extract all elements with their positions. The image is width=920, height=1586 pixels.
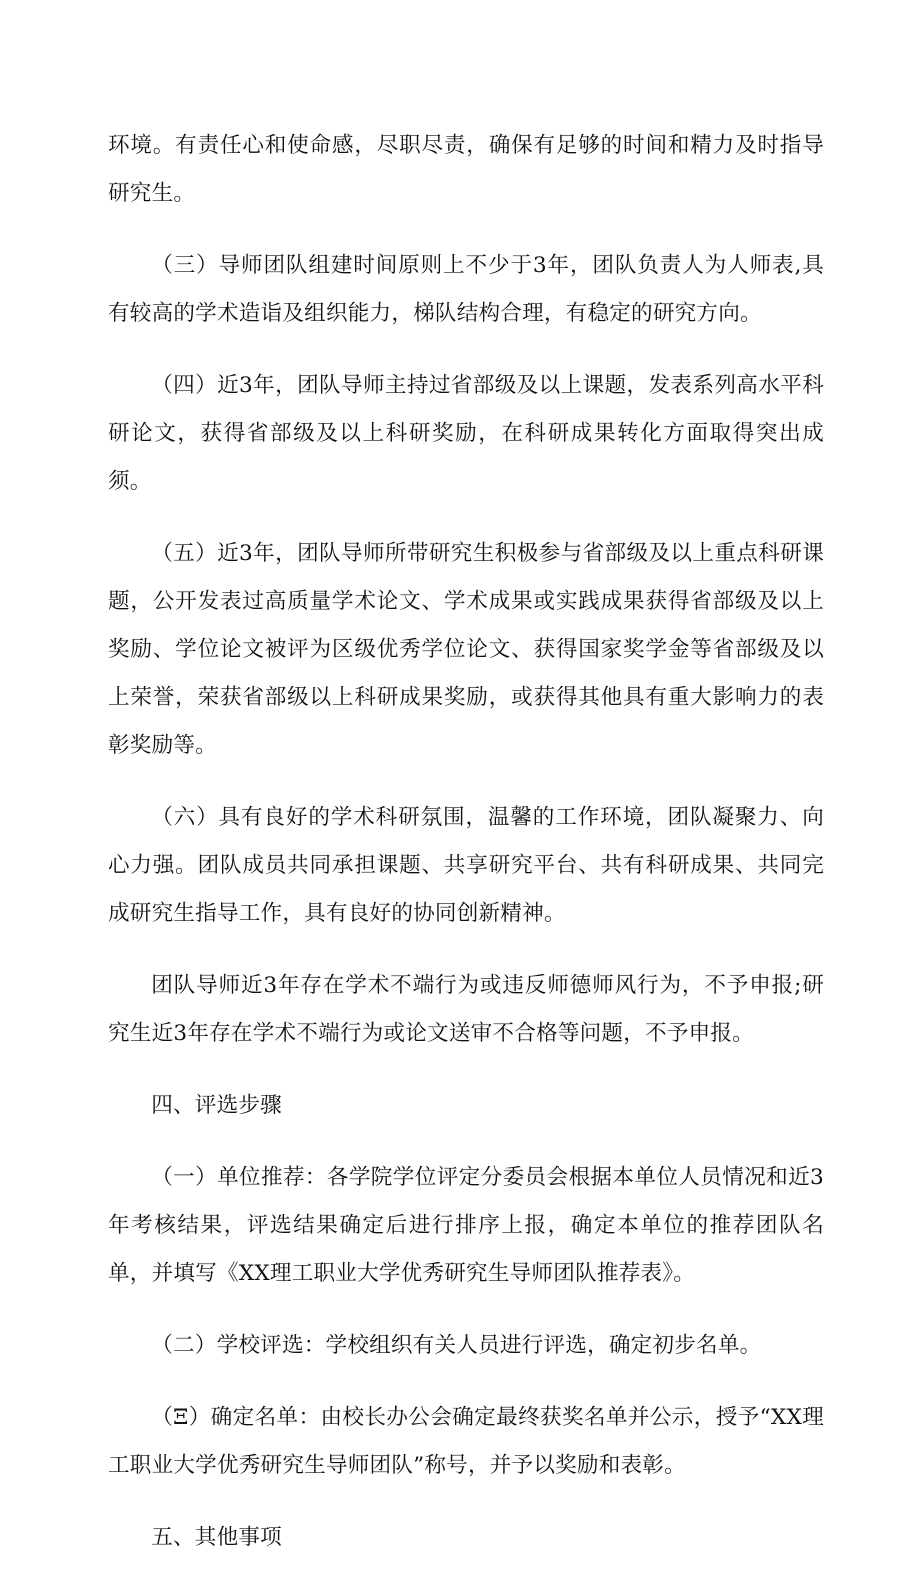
section-heading-selection-steps: 四、评选步骤 [151, 1093, 282, 1118]
paragraph-step-2: （二）学校评选：学校组织有关人员进行评选，确定初步名单。 [151, 1333, 762, 1358]
paragraph-step-1: （一）单位推荐：各学院学位评定分委员会根据本单位人员情况和近3年考核结果，评选结果确定后进行排序上报，确定本单位的推荐团队名单，并填写《XX理工职业大学优秀研究生导师团队推荐表》。 [108, 1165, 824, 1286]
paragraph-exclusion-note: 团队导师近3年存在学术不端行为或违反师德师风行为，不予申报;研究生近3年存在学术不端行为或论文送审不合格等问题，不予申报。 [108, 973, 824, 1046]
paragraph-item-5: （五）近3年，团队导师所带研究生积极参与省部级及以上重点科研课题，公开发表过高质量学术论文、学术成果或实践成果获得省部级及以上奖励、学位论文被评为区级优秀学位论文、获得国家奖学金等省部级及以上荣誉，荣获省部级以上科研成果奖励，或获得其他具有重大影响力的表彰奖励等。 [108, 541, 824, 758]
paragraph-step-3: （Ξ）确定名单：由校长办公会确定最终获奖名单并公示，授予“XX理工职业大学优秀研究生导师团队”称号，并予以奖励和表彰。 [108, 1405, 824, 1478]
document-body [108, 122, 824, 1586]
paragraph-item-3: （三）导师团队组建时间原则上不少于3年，团队负责人为人师表,具有较高的学术造诣及组织能力，梯队结构合理，有稳定的研究方向。 [108, 253, 824, 326]
section-heading-other-matters: 五、其他事项 [151, 1525, 282, 1550]
paragraph-intro-continuation: 环境。有责任心和使命感，尽职尽责，确保有足够的时间和精力及时指导研究生。 [108, 133, 824, 206]
paragraph-item-6: （六）具有良好的学术科研氛围，温馨的工作环境，团队凝聚力、向心力强。团队成员共同承担课题、共享研究平台、共有科研成果、共同完成研究生指导工作，具有良好的协同创新精神。 [108, 805, 824, 926]
paragraph-item-4: （四）近3年，团队导师主持过省部级及以上课题，发表系列高水平科研论文，获得省部级及以上科研奖励，在科研成果转化方面取得突出成须。 [108, 373, 824, 494]
